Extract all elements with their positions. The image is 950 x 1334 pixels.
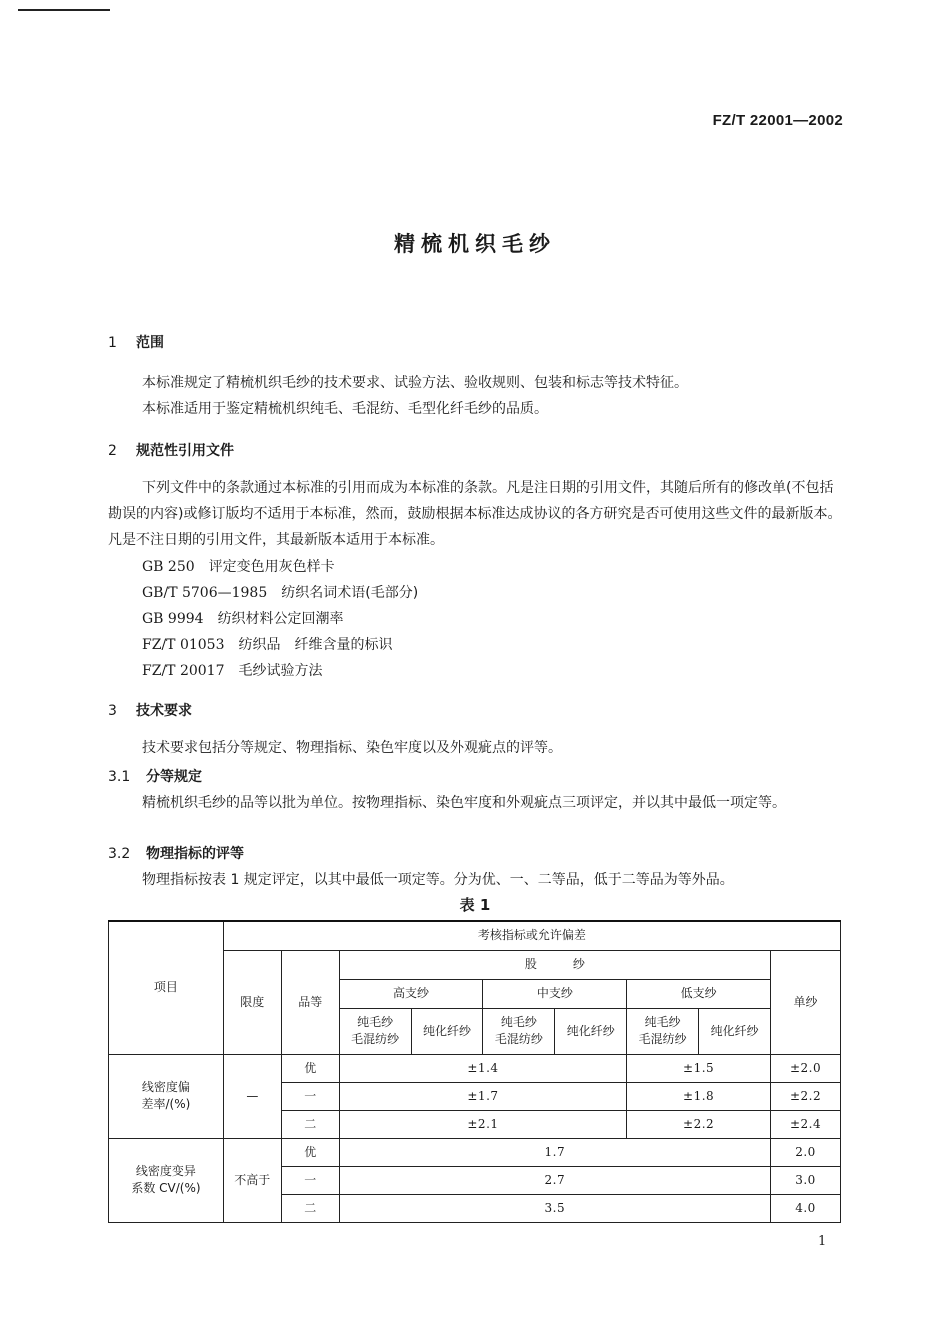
section-2-heading xyxy=(108,440,234,460)
section-title: 规范性引用文件 xyxy=(136,443,234,459)
reference-code: GB 250 xyxy=(142,559,195,575)
header-grade: 品等 xyxy=(281,950,339,1054)
value-cell: ±2.2 xyxy=(771,1082,841,1110)
section-number: 3.1 xyxy=(108,769,131,785)
section-title: 物理指标的评等 xyxy=(146,846,244,862)
row-label-line: 线密度变异 xyxy=(135,1164,196,1178)
value-cell: 1.7 xyxy=(339,1138,770,1166)
row-label-density-deviation xyxy=(109,1054,224,1138)
value-cell: 4.0 xyxy=(771,1194,841,1222)
header-wool: 纯毛纱 xyxy=(644,1015,681,1029)
header-mid-count: 中支纱 xyxy=(483,979,627,1008)
header-wool-blend xyxy=(627,1008,699,1054)
grade-cell: 二 xyxy=(281,1110,339,1138)
header-limit: 限度 xyxy=(223,950,281,1054)
value-cell: 2.7 xyxy=(339,1166,770,1194)
header-blend: 毛混纺纱 xyxy=(351,1032,400,1046)
header-wool: 纯毛纱 xyxy=(500,1015,537,1029)
reference-code: GB/T 5706—1985 xyxy=(142,585,268,601)
grade-cell: 优 xyxy=(281,1138,339,1166)
header-blend: 毛混纺纱 xyxy=(638,1032,687,1046)
value-cell: 2.0 xyxy=(771,1138,841,1166)
row-label-line: 差率/(%) xyxy=(141,1097,191,1111)
section-title: 范围 xyxy=(136,335,164,351)
grade-cell: 一 xyxy=(281,1166,339,1194)
table-row xyxy=(109,1138,841,1166)
value-cell: ±1.4 xyxy=(339,1054,627,1082)
header-synthetic: 纯化纤纱 xyxy=(555,1008,627,1054)
header-high-count: 高支纱 xyxy=(339,979,483,1008)
value-cell: ±2.1 xyxy=(339,1110,627,1138)
value-cell: ±1.5 xyxy=(627,1054,771,1082)
page-number: 1 xyxy=(818,1234,827,1249)
section-number: 3.2 xyxy=(108,846,131,862)
reference-name: 评定变色用灰色样卡 xyxy=(208,559,335,575)
section-3-2-paragraph-1: 物理指标按表 1 规定评定，以其中最低一项定等。分为优、一、二等品，低于二等品为等外品。 xyxy=(142,872,734,888)
value-cell: ±2.2 xyxy=(627,1110,771,1138)
value-cell: ±1.7 xyxy=(339,1082,627,1110)
section-number: 3 xyxy=(108,703,117,719)
reference-item xyxy=(142,556,335,576)
reference-code: GB 9994 xyxy=(142,611,204,627)
header-synthetic: 纯化纤纱 xyxy=(699,1008,771,1054)
section-number: 2 xyxy=(108,443,117,459)
section-3-1-paragraph-1: 精梳机织毛纱的品等以批为单位。按物理指标、染色牢度和外观疵点三项评定，并以其中最低一项定等。 xyxy=(142,795,786,811)
limit-cell: 不高于 xyxy=(223,1138,281,1222)
reference-name: 纺织名词术语(毛部分) xyxy=(281,585,419,601)
section-3-paragraph-1: 技术要求包括分等规定、物理指标、染色牢度以及外观疵点的评等。 xyxy=(142,740,562,756)
header-single-yarn: 单纱 xyxy=(771,950,841,1054)
row-label-cv xyxy=(109,1138,224,1222)
value-cell: 3.0 xyxy=(771,1166,841,1194)
header-synthetic: 纯化纤纱 xyxy=(411,1008,483,1054)
table-row xyxy=(109,1054,841,1082)
row-label-line: 线密度偏 xyxy=(141,1080,190,1094)
table-caption: 表 1 xyxy=(459,896,491,914)
header-wool: 纯毛纱 xyxy=(357,1015,394,1029)
header-blend: 毛混纺纱 xyxy=(494,1032,543,1046)
reference-item xyxy=(142,660,322,680)
reference-name: 毛纱试验方法 xyxy=(238,663,323,679)
section-title: 技术要求 xyxy=(136,703,192,719)
reference-item xyxy=(142,582,418,602)
header-wool-blend xyxy=(483,1008,555,1054)
limit-cell: — xyxy=(223,1054,281,1138)
value-cell: ±2.4 xyxy=(771,1110,841,1138)
grade-cell: 优 xyxy=(281,1054,339,1082)
grade-cell: 一 xyxy=(281,1082,339,1110)
section-1-paragraph-1: 本标准规定了精梳机织毛纱的技术要求、试验方法、验收规则、包装和标志等技术特征。 xyxy=(142,375,688,391)
section-3-heading xyxy=(108,700,192,720)
value-cell: 3.5 xyxy=(339,1194,770,1222)
document-number: FZ/T 22001—2002 xyxy=(712,112,843,129)
page-title: 精梳机织毛纱 xyxy=(394,232,556,256)
header-wool-blend xyxy=(339,1008,411,1054)
table-1 xyxy=(108,920,841,1223)
grade-cell: 二 xyxy=(281,1194,339,1222)
section-1-heading xyxy=(108,332,164,352)
section-number: 1 xyxy=(108,335,117,351)
value-cell: ±1.8 xyxy=(627,1082,771,1110)
header-ply-yarn: 股 纱 xyxy=(339,950,770,979)
row-label-line: 系数 CV/(%) xyxy=(131,1181,201,1195)
header-item: 项目 xyxy=(109,921,224,1054)
section-3-2-heading xyxy=(108,843,244,863)
header-index: 考核指标或允许偏差 xyxy=(223,921,840,950)
header-low-count: 低支纱 xyxy=(627,979,771,1008)
section-3-1-heading xyxy=(108,766,202,786)
section-2-paragraph-1: 下列文件中的条款通过本标准的引用而成为本标准的条款。凡是注日期的引用文件，其随后所有的修改单(不包括勘误的内容)或修订版均不适用于本标准，然而，鼓励根据本标准达成协议的各方研究是否可使用这些文件的最新版本。凡是不注日期的引用文件，其最新版本适用于本标准。 xyxy=(108,480,842,548)
reference-code: FZ/T 01053 xyxy=(142,637,225,653)
reference-item xyxy=(142,634,392,654)
reference-name: 纺织材料公定回潮率 xyxy=(217,611,344,627)
reference-code: FZ/T 20017 xyxy=(142,663,225,679)
reference-name: 纺织品 纤维含量的标识 xyxy=(238,637,393,653)
section-1-paragraph-2: 本标准适用于鉴定精梳机织纯毛、毛混纺、毛型化纤毛纱的品质。 xyxy=(142,401,548,417)
section-title: 分等规定 xyxy=(146,769,202,785)
reference-item xyxy=(142,608,344,628)
header-rule xyxy=(18,9,110,11)
value-cell: ±2.0 xyxy=(771,1054,841,1082)
